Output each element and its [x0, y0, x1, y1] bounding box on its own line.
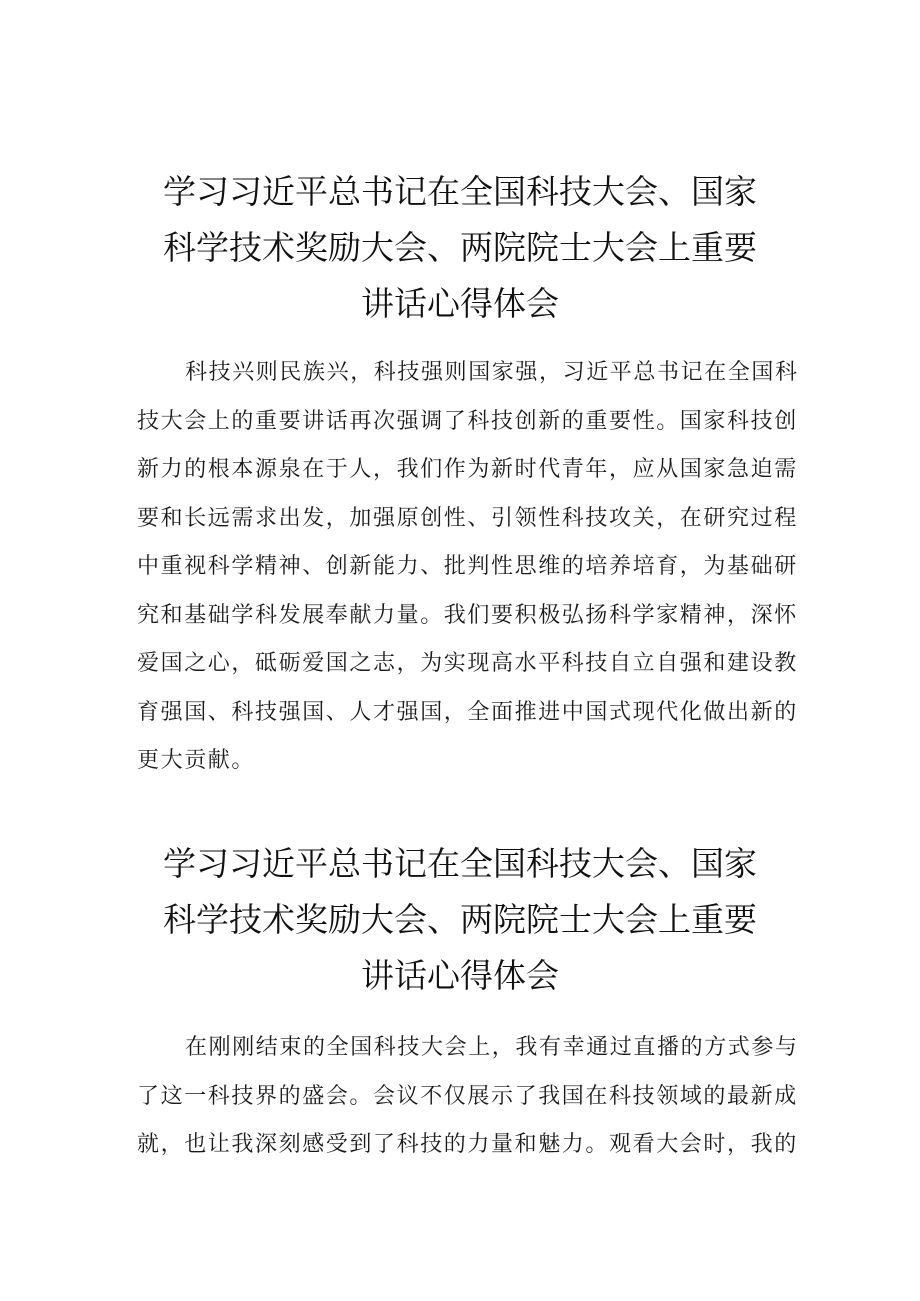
body-line: 在刚刚结束的全国科技大会上，我有幸通过直播的方式参与 [185, 1035, 799, 1060]
title-line: 科学技术奖励大会、两院院士大会上重要 [163, 900, 757, 939]
article-body-1 [137, 349, 799, 786]
title-line: 学习习近平总书记在全国科技大会、国家 [163, 172, 757, 211]
title-line: 讲话心得体会 [361, 284, 559, 323]
body-line: 育强国、科技强国、人才强国，全面推进中国式现代化做出新的 [137, 699, 798, 725]
body-line: 技大会上的重要讲话再次强调了科技创新的重要性。国家科技创 [137, 408, 798, 434]
title-line: 讲话心得体会 [361, 956, 559, 995]
body-line: 究和基础学科发展奉献力量。我们要积极弘扬科学家精神，深怀 [137, 602, 798, 628]
title-line: 科学技术奖励大会、两院院士大会上重要 [163, 228, 757, 267]
body-line: 科技兴则民族兴，科技强则国家强，习近平总书记在全国科 [185, 360, 799, 385]
article-title-2 [140, 836, 780, 1004]
body-line: 爱国之心，砥砺爱国之志，为实现高水平科技自立自强和建设教 [137, 651, 798, 676]
body-line: 中重视科学精神、创新能力、批判性思维的培养培育，为基础研 [137, 554, 798, 579]
body-line: 要和长远需求出发，加强原创性、引领性科技攻关，在研究过程 [137, 505, 798, 531]
article-body-2 [137, 1024, 799, 1170]
body-line: 了这一科技界的盛会。会议不仅展示了我国在科技领域的最新成 [137, 1083, 798, 1109]
article-title-1 [140, 164, 780, 332]
title-line: 学习习近平总书记在全国科技大会、国家 [163, 844, 757, 883]
body-line: 就，也让我深刻感受到了科技的力量和魅力。观看大会时，我的 [137, 1132, 798, 1157]
body-line: 新力的根本源泉在于人，我们作为新时代青年，应从国家急迫需 [137, 457, 798, 482]
body-line: 更大贡献。 [137, 748, 256, 773]
